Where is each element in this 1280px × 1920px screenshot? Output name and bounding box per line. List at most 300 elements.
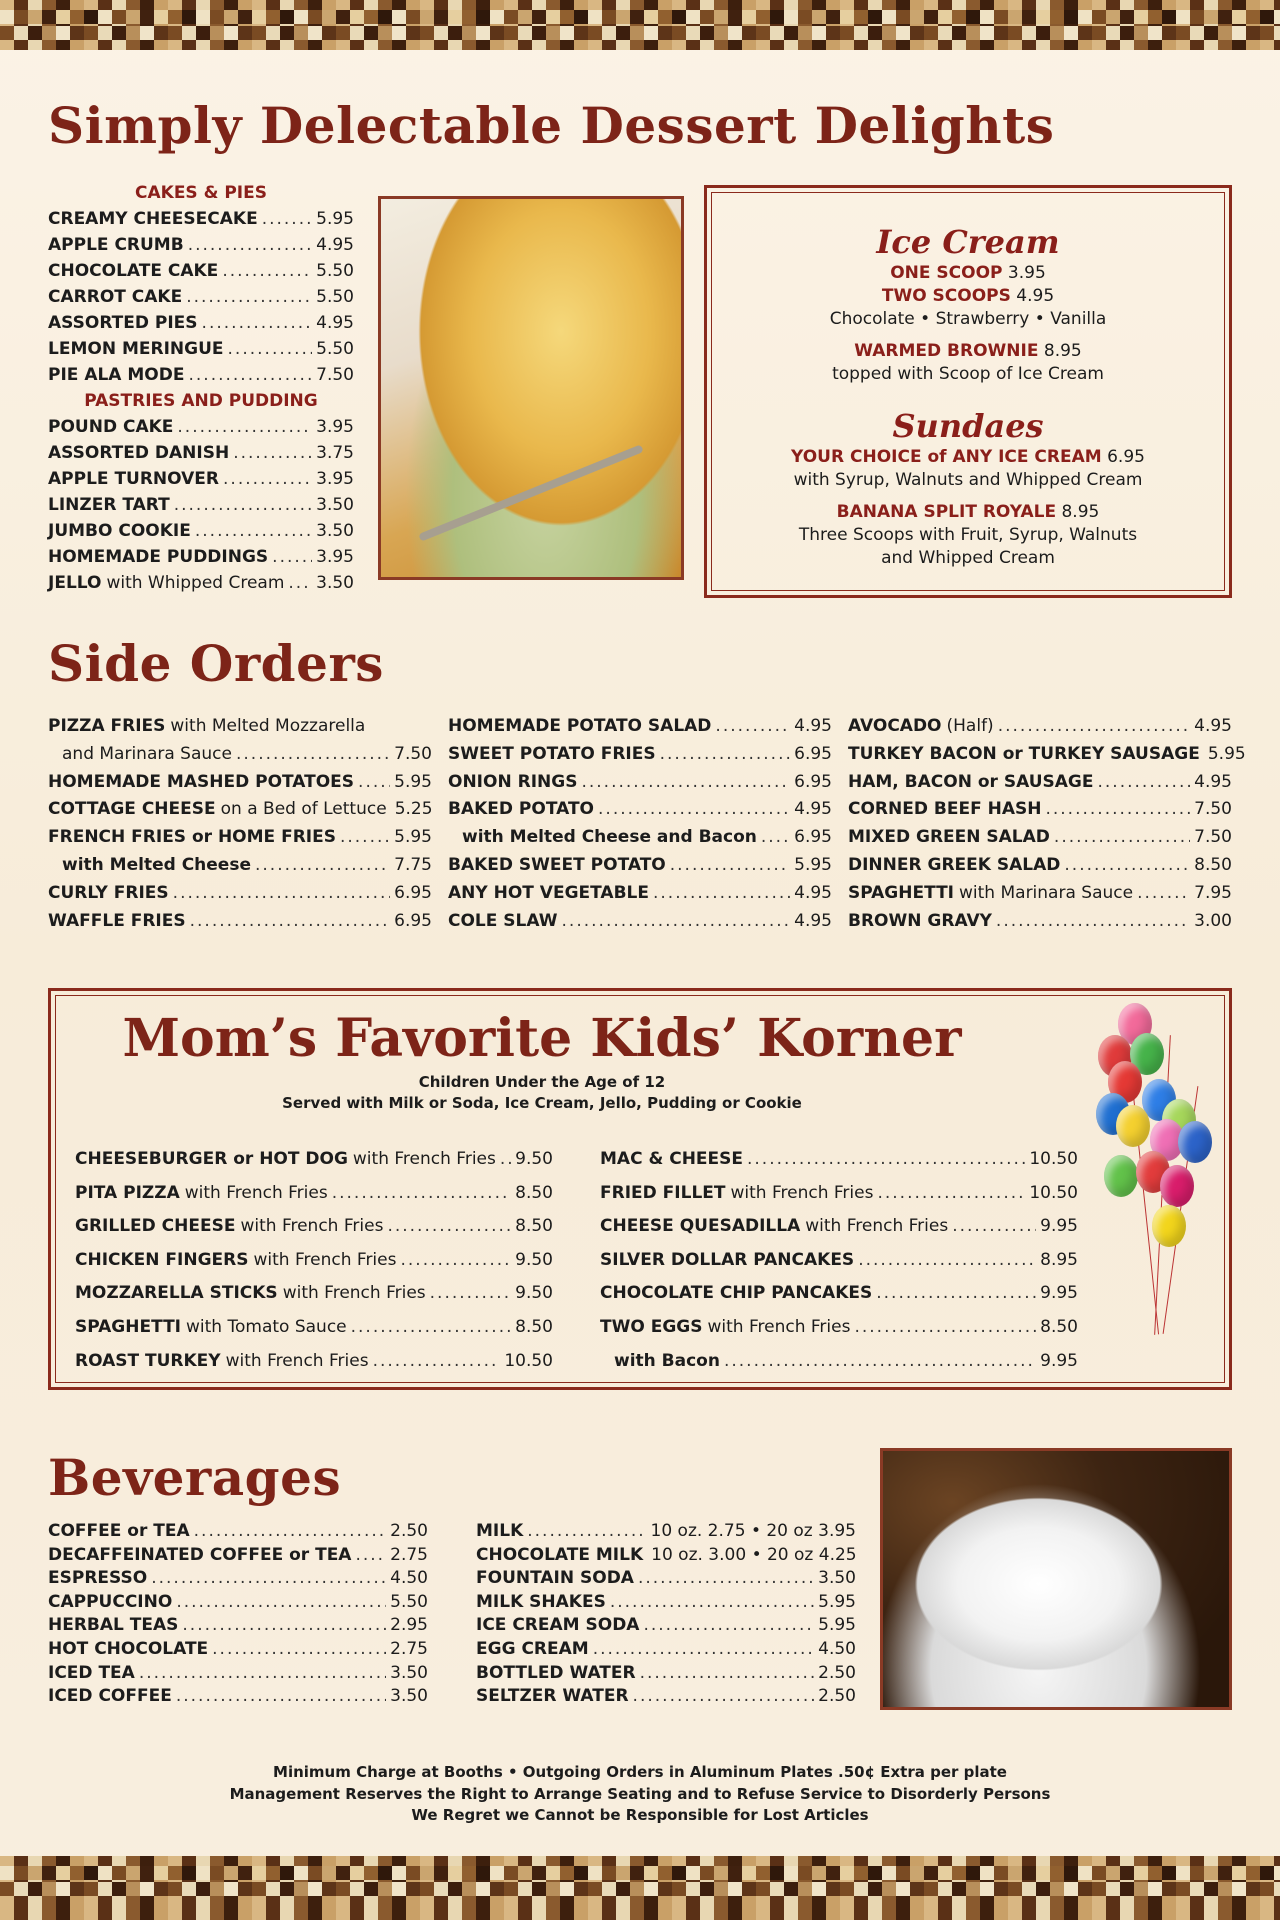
side-orders-column-3: [848, 713, 1246, 935]
menu-item-price: 5.50: [316, 339, 354, 359]
menu-item-price: 3.50: [316, 521, 354, 541]
brownie-name: WARMED BROWNIE: [854, 341, 1039, 361]
two-scoops-line: [707, 285, 1229, 308]
dot-leader: [430, 1277, 511, 1311]
dot-leader: [610, 1591, 814, 1615]
menu-item-name: SPAGHETTI: [75, 1316, 182, 1337]
dot-leader: [355, 1544, 386, 1568]
sundae-choice-name: YOUR CHOICE of ANY ICE CREAM: [791, 447, 1102, 467]
dot-leader: [562, 908, 791, 936]
menu-item-name: HOMEMADE POTATO SALAD: [448, 716, 712, 736]
menu-item-row: [48, 1685, 428, 1709]
dot-leader: [174, 492, 312, 518]
menu-item-row: [48, 206, 354, 232]
menu-item-name: APPLE TURNOVER: [48, 469, 220, 489]
dot-leader: [1098, 769, 1191, 797]
menu-item-name: APPLE CRUMB: [48, 235, 184, 255]
menu-item-name: HOMEMADE MASHED POTATOES: [48, 771, 355, 792]
menu-item-name: ESPRESSO: [48, 1568, 148, 1589]
ice-cream-box: [704, 185, 1232, 598]
dot-leader: [255, 852, 390, 880]
menu-item-row: [448, 908, 832, 936]
menu-item-price: 5.25: [394, 799, 433, 820]
menu-item-name: ICE CREAM SODA: [476, 1615, 640, 1636]
beverages-title: Beverages: [48, 1448, 342, 1507]
menu-item-price: 5.95: [394, 771, 432, 792]
kids-column-1: [75, 1143, 553, 1378]
menu-item-description: with French Fries: [225, 1350, 369, 1371]
menu-item-price: 4.95: [794, 882, 832, 903]
menu-item-row: [75, 1277, 553, 1311]
menu-item-price: 8.50: [515, 1182, 553, 1203]
menu-item-price: 6.95: [794, 743, 832, 764]
flavors-line: Chocolate • Strawberry • Vanilla: [829, 309, 1107, 329]
dot-leader: [188, 232, 312, 258]
menu-item-name: WAFFLE FRIES: [48, 910, 186, 931]
menu-item-row: [48, 336, 354, 362]
menu-item-name: COTTAGE CHEESE: [48, 799, 216, 820]
menu-item-price: 6.95: [394, 882, 432, 903]
menu-item-row: [48, 362, 354, 388]
dot-leader: [500, 1143, 511, 1177]
menu-item-price: 10.50: [1029, 1149, 1078, 1169]
mosaic-border-bottom: [0, 1856, 1280, 1920]
side-orders-title: Side Orders: [48, 634, 384, 693]
menu-item-description: with French Fries: [184, 1182, 328, 1203]
menu-item-row: [448, 769, 832, 797]
dot-leader: [640, 1662, 815, 1686]
menu-item-price: 3.50: [390, 1662, 428, 1683]
menu-item-price: 2.50: [390, 1521, 428, 1541]
dot-leader: [876, 1277, 1036, 1311]
menu-item-description: with French Fries: [352, 1149, 496, 1169]
menu-item-description: with Marinara Sauce: [959, 882, 1134, 903]
kids-note-1: Children Under the Age of 12: [418, 1073, 666, 1091]
menu-item-row: [848, 852, 1232, 880]
menu-item-row: [48, 741, 432, 769]
sundaes-heading: Sundaes: [892, 407, 1044, 445]
menu-item-price: 7.50: [394, 743, 432, 764]
dot-leader: [747, 1143, 1025, 1177]
dot-leader: [1054, 824, 1190, 852]
dot-leader: [1064, 852, 1190, 880]
menu-item-name: MAC & CHEESE: [600, 1149, 743, 1169]
banana-split-price: 8.95: [1061, 502, 1100, 522]
dot-leader: [351, 1311, 512, 1345]
dot-leader: [288, 570, 312, 596]
menu-item-price: 3.95: [316, 547, 354, 567]
menu-item-row: [600, 1345, 1078, 1379]
dot-leader: [222, 258, 312, 284]
dot-leader: [715, 713, 790, 741]
menu-item-name: ASSORTED PIES: [48, 313, 198, 333]
menu-item-row: [848, 908, 1232, 936]
menu-item-row: [48, 570, 354, 596]
brownie-line: [707, 340, 1229, 363]
menu-item-name: CURLY FRIES: [48, 882, 169, 903]
menu-item-row: [476, 1520, 856, 1544]
dot-leader: [593, 1638, 814, 1662]
menu-item-name: HERBAL TEAS: [48, 1615, 179, 1636]
menu-item-price: 2.50: [818, 1686, 856, 1707]
menu-item-price: 4.95: [316, 313, 354, 333]
dot-leader: [233, 440, 312, 466]
cakes-pies-heading: CAKES & PIES: [135, 183, 267, 203]
menu-item-name: FRIED FILLET: [600, 1182, 726, 1203]
dot-leader: [998, 713, 1190, 741]
menu-item-row: [75, 1244, 553, 1278]
menu-item-name: SPAGHETTI: [848, 882, 955, 903]
menu-item-row: [48, 1662, 428, 1686]
dot-leader: [527, 1520, 646, 1544]
menu-item-row: [48, 518, 354, 544]
menu-item-price: 10.50: [1029, 1182, 1078, 1203]
menu-item-row: [448, 880, 832, 908]
dot-leader: [332, 1177, 511, 1211]
menu-item-row: [848, 796, 1232, 824]
dot-leader: [340, 824, 390, 852]
menu-item-price: 8.50: [1040, 1316, 1078, 1337]
cakes-pies-items: [48, 206, 354, 388]
dot-leader: [996, 908, 1190, 936]
one-scoop-line: [707, 262, 1229, 285]
menu-item-name: BAKED POTATO: [448, 799, 595, 820]
menu-item-name: HOMEMADE PUDDINGS: [48, 547, 269, 567]
beverages-column-2: [476, 1520, 856, 1709]
menu-item-row: [600, 1143, 1078, 1177]
dot-leader: [151, 1567, 386, 1591]
menu-item-name: EGG CREAM: [476, 1638, 589, 1659]
menu-item-name: TURKEY BACON or TURKEY SAUSAGE: [848, 743, 1200, 764]
menu-item-price: 7.95: [1194, 882, 1232, 903]
dot-leader: [177, 414, 312, 440]
ice-cream-heading: Ice Cream: [876, 223, 1060, 261]
menu-item-row: [48, 414, 354, 440]
menu-item-price: 9.50: [515, 1283, 553, 1304]
sundae-choice-price: 6.95: [1107, 447, 1145, 467]
menu-item-row: [75, 1210, 553, 1244]
pastries-heading: PASTRIES AND PUDDING: [84, 391, 318, 411]
menu-item-name: ASSORTED DANISH: [48, 443, 230, 463]
menu-item-name: MOZZARELLA STICKS: [75, 1283, 278, 1304]
dot-leader: [358, 769, 390, 797]
menu-item-row: [600, 1244, 1078, 1278]
dot-leader: [194, 1520, 386, 1544]
menu-item-price: 4.95: [316, 235, 354, 255]
menu-item-price: 5.95: [794, 854, 832, 875]
menu-item-name: JELLO: [48, 573, 102, 593]
menu-item-row: [48, 1614, 428, 1638]
dot-leader: [638, 1567, 814, 1591]
menu-item-price: 5.95: [394, 827, 432, 848]
footer-line-2: Management Reserves the Right to Arrange Seating and to Refuse Service to Disorderly Persons: [229, 1784, 1051, 1803]
balloon-blue: [1178, 1121, 1212, 1163]
dot-leader: [854, 1311, 1036, 1345]
menu-item-price: 3.95: [316, 469, 354, 489]
menu-item-row: [448, 824, 832, 852]
menu-item-name: BAKED SWEET POTATO: [448, 854, 666, 875]
menu-item-row: [48, 1638, 428, 1662]
fork-graphic: [418, 444, 644, 541]
menu-item-description: with French Fries: [282, 1283, 426, 1304]
footer-notes: [0, 1762, 1280, 1827]
side-orders-column-2: [448, 713, 832, 935]
menu-item-description: with French Fries: [707, 1316, 851, 1337]
menu-item-price: 8.50: [1194, 854, 1232, 875]
menu-item-row: [48, 1544, 428, 1568]
menu-item-name: AVOCADO: [848, 716, 942, 736]
menu-item-name: ICED TEA: [48, 1662, 135, 1683]
footer-line-1: Minimum Charge at Booths • Outgoing Orders in Aluminum Plates .50¢ Extra per plate: [273, 1763, 1007, 1781]
menu-item-row: [448, 713, 832, 741]
menu-item-row: [48, 258, 354, 284]
menu-item-price: 7.75: [394, 854, 432, 875]
menu-item-name: COFFEE or TEA: [48, 1521, 190, 1541]
menu-item-name: FRENCH FRIES or HOME FRIES: [48, 827, 336, 848]
menu-item-price: 7.50: [1194, 827, 1232, 848]
dot-leader: [400, 1244, 511, 1278]
dot-leader: [182, 1614, 386, 1638]
menu-item-row: [48, 713, 432, 741]
menu-item-name: with Bacon: [614, 1350, 720, 1371]
menu-item-name: LEMON MERINGUE: [48, 339, 224, 359]
menu-item-name: MIXED GREEN SALAD: [848, 827, 1050, 848]
menu-item-row: [848, 769, 1232, 797]
balloon-green: [1104, 1155, 1138, 1197]
menu-item-name: HOT CHOCOLATE: [48, 1638, 209, 1659]
coffee-cup-photo: [880, 1448, 1232, 1710]
menu-item-price: 3.50: [316, 573, 354, 593]
sundae-choice-line: [707, 446, 1229, 469]
menu-item-row: [75, 1345, 553, 1379]
menu-item-row: [48, 852, 432, 880]
menu-item-name: PIE ALA MODE: [48, 365, 185, 385]
dot-leader: [387, 1210, 511, 1244]
menu-item-description: with Melted Mozzarella: [170, 716, 366, 736]
kids-note-2: Served with Milk or Soda, Ice Cream, Jello, Pudding or Cookie: [282, 1094, 802, 1112]
banana-split-desc-1: Three Scoops with Fruit, Syrup, Walnuts: [798, 525, 1138, 545]
menu-item-row: [476, 1614, 856, 1638]
menu-item-price: 3.50: [818, 1568, 856, 1589]
menu-item-row: [476, 1544, 856, 1568]
dot-leader: [1045, 796, 1190, 824]
menu-item-price: 5.95: [1207, 743, 1246, 764]
menu-item-price: 4.95: [1194, 716, 1232, 736]
two-scoops-price: 4.95: [1016, 286, 1055, 306]
menu-item-name: BOTTLED WATER: [476, 1662, 636, 1683]
menu-item-row: [48, 310, 354, 336]
menu-item-price: 8.50: [515, 1216, 553, 1237]
menu-item-price: 4.50: [818, 1638, 856, 1659]
menu-item-row: [600, 1277, 1078, 1311]
menu-item-price: 4.95: [794, 716, 832, 736]
dot-leader: [195, 518, 312, 544]
balloon-magenta: [1160, 1165, 1194, 1207]
mosaic-border-top: [0, 0, 1280, 50]
sundae-choice-desc: with Syrup, Walnuts and Whipped Cream: [793, 470, 1143, 490]
kids-column-2: [600, 1143, 1078, 1378]
brownie-price: 8.95: [1043, 341, 1082, 361]
menu-item-description: with Tomato Sauce: [186, 1316, 347, 1337]
menu-item-row: [48, 284, 354, 310]
menu-item-description: on a Bed of Lettuce: [220, 799, 387, 820]
menu-item-price: 9.95: [1040, 1283, 1078, 1304]
dessert-title: Simply Delectable Dessert Delights: [48, 96, 1055, 155]
dot-leader: [373, 1345, 501, 1379]
menu-item-price: 9.50: [515, 1249, 553, 1270]
menu-item-price: 10.50: [504, 1350, 553, 1371]
banana-split-name: BANANA SPLIT ROYALE: [836, 502, 1057, 522]
menu-item-row: [48, 232, 354, 258]
menu-item-name: CAPPUCCINO: [48, 1591, 173, 1612]
menu-item-row: [48, 796, 432, 824]
menu-item-price: 9.95: [1040, 1350, 1078, 1371]
menu-item-name: PITA PIZZA: [75, 1182, 180, 1203]
menu-item-row: [848, 824, 1232, 852]
dot-leader: [236, 741, 390, 769]
menu-item-name: DECAFFEINATED COFFEE or TEA: [48, 1544, 352, 1565]
menu-item-name: CARROT CAKE: [48, 287, 183, 307]
menu-item-row: [448, 852, 832, 880]
menu-item-price: 5.50: [316, 287, 354, 307]
menu-item-row: [476, 1567, 856, 1591]
menu-item-price: 9.95: [1040, 1216, 1078, 1237]
balloon-yellow: [1152, 1205, 1186, 1247]
dot-leader: [228, 336, 313, 362]
menu-item-name: GRILLED CHEESE: [75, 1216, 236, 1237]
menu-item-price: 5.95: [818, 1591, 856, 1612]
cakes-pies-list: [48, 180, 354, 596]
menu-item-row: [476, 1638, 856, 1662]
beverages-column-1: [48, 1520, 428, 1709]
menu-item-description: (Half): [946, 716, 994, 736]
menu-item-price: 2.50: [818, 1662, 856, 1683]
menu-item-name: SILVER DOLLAR PANCAKES: [600, 1249, 855, 1270]
one-scoop-price: 3.95: [1007, 263, 1046, 283]
menu-item-name: ANY HOT VEGETABLE: [448, 882, 649, 903]
footer-line-3: We Regret we Cannot be Responsible for Lost Articles: [411, 1806, 869, 1824]
dot-leader: [724, 1345, 1036, 1379]
menu-item-name: CHOCOLATE CAKE: [48, 261, 219, 281]
dot-leader: [190, 908, 391, 936]
menu-item-row: [848, 741, 1246, 769]
menu-item-name: ICED COFFEE: [48, 1686, 172, 1707]
balloons-illustration: [1100, 995, 1225, 1350]
dot-leader: [272, 544, 312, 570]
menu-item-price: 9.50: [515, 1149, 553, 1169]
dot-leader: [633, 1685, 815, 1709]
menu-item-name: CHICKEN FINGERS: [75, 1249, 249, 1270]
menu-item-name: CHOCOLATE MILK: [476, 1544, 644, 1565]
menu-item-name: CORNED BEEF HASH: [848, 799, 1042, 820]
menu-item-row: [476, 1685, 856, 1709]
menu-item-row: [476, 1662, 856, 1686]
menu-item-row: [600, 1177, 1078, 1211]
kids-korner-title: Mom’s Favorite Kids’ Korner: [122, 1008, 962, 1069]
menu-item-name: MILK: [476, 1521, 524, 1541]
menu-item-price: 6.95: [394, 910, 432, 931]
menu-item-name: CHOCOLATE CHIP PANCAKES: [600, 1283, 873, 1304]
two-scoops-name: TWO SCOOPS: [881, 286, 1011, 306]
menu-item-row: [48, 544, 354, 570]
menu-item-price: 4.95: [1194, 771, 1232, 792]
menu-item-row: [48, 1520, 428, 1544]
menu-item-row: [48, 492, 354, 518]
menu-item-price: 2.75: [390, 1638, 428, 1659]
menu-item-row: [75, 1177, 553, 1211]
menu-item-name: CHEESEBURGER or HOT DOG: [75, 1149, 348, 1169]
menu-item-name: DINNER GREEK SALAD: [848, 854, 1061, 875]
ice-cream-content: [707, 188, 1229, 595]
pastries-items: [48, 414, 354, 596]
menu-item-price: 5.50: [390, 1591, 428, 1612]
menu-item-description: with French Fries: [730, 1182, 874, 1203]
menu-item-name: with Melted Cheese and Bacon: [462, 827, 757, 848]
dot-leader: [643, 1614, 814, 1638]
dot-leader: [1137, 880, 1190, 908]
menu-item-price: 8.50: [515, 1316, 553, 1337]
menu-item-price: 5.95: [818, 1615, 856, 1636]
menu-item-name: PIZZA FRIES: [48, 716, 166, 736]
menu-item-name: TWO EGGS: [600, 1316, 703, 1337]
dot-leader: [262, 206, 312, 232]
dot-leader: [660, 741, 791, 769]
dot-leader: [188, 362, 312, 388]
dot-leader: [212, 1638, 386, 1662]
dot-leader: [858, 1244, 1036, 1278]
menu-item-name: BROWN GRAVY: [848, 910, 992, 931]
menu-item-row: [48, 440, 354, 466]
menu-item-row: [848, 880, 1232, 908]
menu-item-name: SELTZER WATER: [476, 1686, 629, 1707]
dot-leader: [952, 1210, 1036, 1244]
menu-item-description: with French Fries: [240, 1216, 384, 1237]
banana-split-desc-2: and Whipped Cream: [881, 548, 1055, 568]
dot-leader: [581, 769, 790, 797]
menu-item-price: 4.95: [794, 910, 832, 931]
menu-item-name: FOUNTAIN SODA: [476, 1568, 634, 1589]
menu-item-price: 2.75: [390, 1544, 428, 1565]
menu-item-price: 7.50: [1194, 799, 1232, 820]
brownie-desc: topped with Scoop of Ice Cream: [832, 364, 1104, 384]
menu-item-name: CREAMY CHEESECAKE: [48, 209, 258, 229]
balloon-yellow: [1116, 1105, 1150, 1147]
menu-item-price: 4.95: [794, 799, 832, 820]
menu-item-price: 8.95: [1040, 1249, 1078, 1270]
dot-leader: [761, 824, 790, 852]
menu-item-description: with French Fries: [253, 1249, 397, 1270]
menu-item-row: [48, 769, 432, 797]
menu-item-price: 3.00: [1194, 910, 1232, 931]
menu-item-price: 3.75: [316, 443, 354, 463]
menu-item-name: CHEESE QUESADILLA: [600, 1216, 801, 1237]
menu-item-price: 7.50: [316, 365, 354, 385]
dot-leader: [186, 284, 312, 310]
menu-item-name: COLE SLAW: [448, 910, 558, 931]
dot-leader: [173, 880, 390, 908]
menu-item-row: [48, 824, 432, 852]
menu-item-price: 3.95: [316, 417, 354, 437]
menu-item-row: [48, 1567, 428, 1591]
dot-leader: [653, 880, 790, 908]
menu-item-name: SWEET POTATO FRIES: [448, 743, 656, 764]
menu-item-description: and Marinara Sauce: [62, 743, 232, 764]
menu-item-price: 3.50: [316, 495, 354, 515]
dot-leader: [176, 1685, 386, 1709]
menu-item-row: [600, 1210, 1078, 1244]
apple-pie-photo: [378, 196, 684, 580]
menu-item-row: [48, 466, 354, 492]
